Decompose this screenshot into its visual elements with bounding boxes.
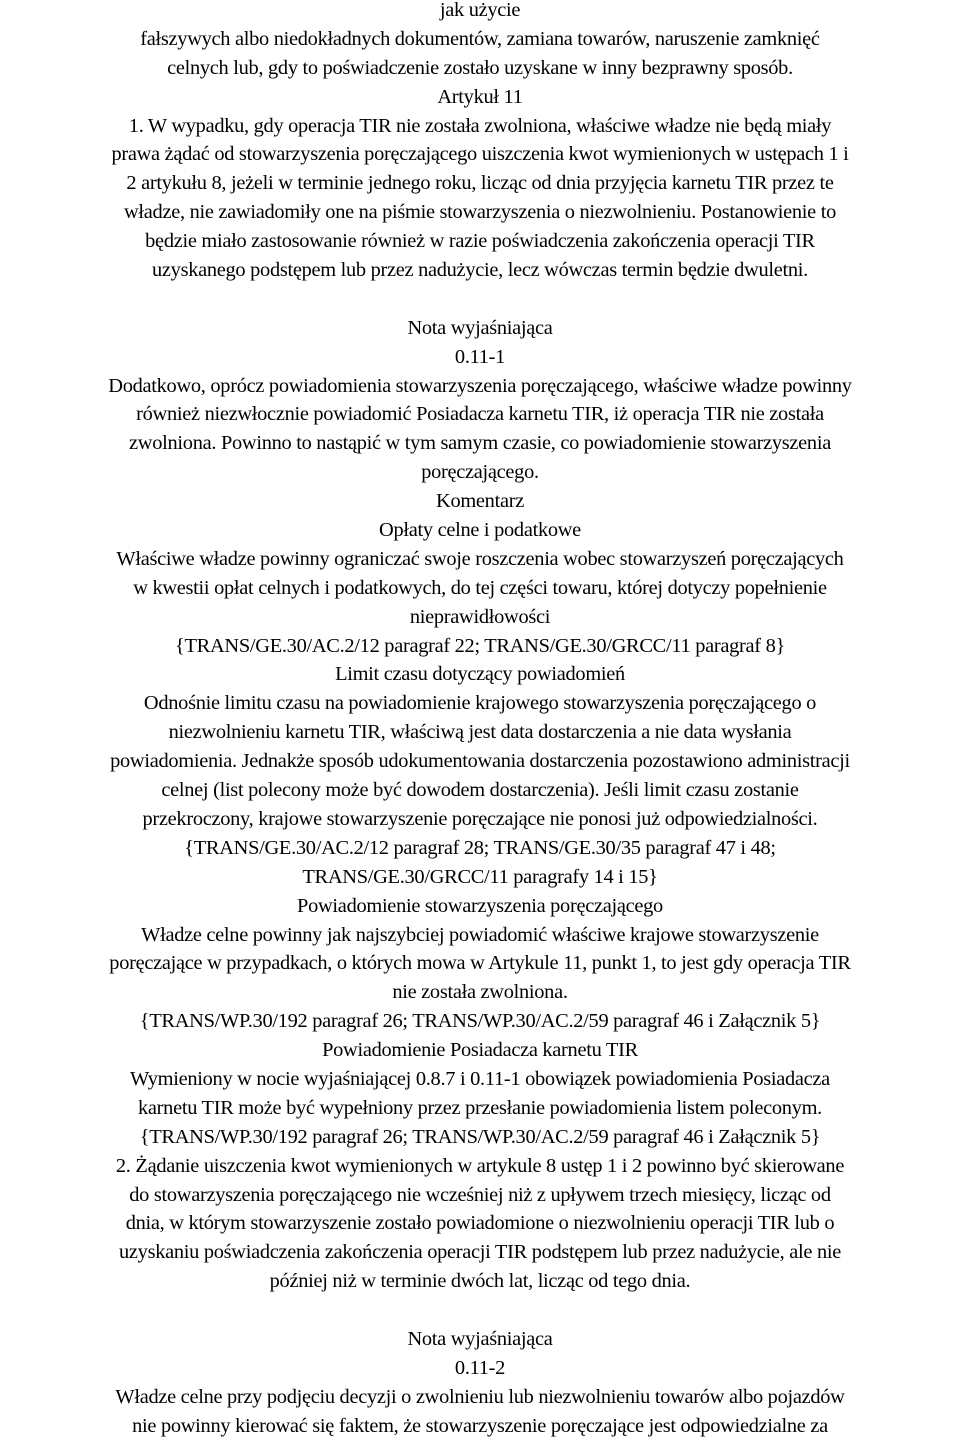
- reference-line: {TRANS/GE.30/AC.2/12 paragraf 22; TRANS/GE.30/GRCC/11 paragraf 8}: [175, 634, 785, 657]
- text-line: do stowarzyszenia poręczającego nie wcześniej niż z upływem trzech miesięcy, licząc od: [129, 1183, 831, 1206]
- text-line: zwolniona. Powinno to nastąpić w tym samym czasie, co powiadomienie stowarzyszenia: [129, 432, 831, 455]
- text-line: uzyskaniu poświadczenia zakończenia operacji TIR podstępem lub przez nadużycie, ale nie: [119, 1241, 841, 1264]
- text-line: jak użycie: [439, 0, 521, 21]
- text-line: nie została zwolniona.: [392, 981, 568, 1004]
- text-line: Dodatkowo, oprócz powiadomienia stowarzyszenia poręczającego, właściwe władze powinny: [108, 374, 852, 397]
- text-line: Właściwe władze powinny ograniczać swoje roszczenia wobec stowarzyszeń poręczających: [116, 547, 844, 570]
- text-line: nie powinny kierować się faktem, że stowarzyszenie poręczające jest odpowiedzialne za: [132, 1414, 828, 1437]
- section-heading: Powiadomienie Posiadacza karnetu TIR: [322, 1039, 638, 1062]
- text-line: celnej (list polecony może być dowodem dostarczenia). Jeśli limit czasu zostanie: [161, 779, 799, 802]
- text-line: 2 artykułu 8, jeżeli w terminie jednego roku, licząc od dnia przyjęcia karnetu TIR przez te: [126, 172, 834, 195]
- text-line: później niż w terminie dwóch lat, licząc od tego dnia.: [269, 1270, 691, 1293]
- reference-line: TRANS/GE.30/GRCC/11 paragrafy 14 i 15}: [302, 865, 658, 888]
- article-heading: Artykuł 11: [437, 85, 523, 108]
- comment-heading: Komentarz: [436, 490, 524, 513]
- blank-line: [0, 285, 960, 314]
- text-line: Władze celne powinny jak najszybciej powiadomić właściwe krajowe stowarzyszenie: [141, 923, 819, 946]
- text-line: poręczające w przypadkach, o których mowa w Artykule 11, punkt 1, to jest gdy operacja TIR: [109, 952, 851, 975]
- text-line: niezwolnieniu karnetu TIR, właściwą jest data dostarczenia a nie data wysłania: [168, 721, 792, 744]
- blank-line: [0, 1296, 960, 1325]
- text-line: poręczającego.: [421, 461, 539, 484]
- reference-line: {TRANS/WP.30/192 paragraf 26; TRANS/WP.30/AC.2/59 paragraf 46 i Załącznik 5}: [139, 1010, 821, 1033]
- text-line: celnych lub, gdy to poświadczenie zostało uzyskane w inny bezprawny sposób.: [167, 56, 793, 79]
- text-line: 1. W wypadku, gdy operacja TIR nie została zwolniona, właściwe władze nie będą miały: [128, 114, 832, 137]
- section-heading: Powiadomienie stowarzyszenia poręczającego: [297, 894, 663, 917]
- text-line: powiadomienia. Jednakże sposób udokumentowania dostarczenia pozostawiono administracji: [110, 750, 850, 773]
- text-line: nieprawidłowości: [409, 605, 551, 628]
- section-heading: Opłaty celne i podatkowe: [379, 519, 581, 542]
- text-line: uzyskanego podstępem lub przez nadużycie, lecz wówczas termin będzie dwuletni.: [152, 259, 808, 282]
- text-line: Wymieniony w nocie wyjaśniającej 0.8.7 i 0.11-1 obowiązek powiadomienia Posiadacza: [130, 1067, 830, 1090]
- text-line: przekroczony, krajowe stowarzyszenie poręczające nie ponosi już odpowiedzialności.: [142, 807, 818, 830]
- reference-line: {TRANS/WP.30/192 paragraf 26; TRANS/WP.30/AC.2/59 paragraf 46 i Załącznik 5}: [139, 1125, 821, 1148]
- text-line: w kwestii opłat celnych i podatkowych, do tej części towaru, której dotyczy popełnienie: [133, 576, 827, 599]
- text-line: fałszywych albo niedokładnych dokumentów, zamiana towarów, naruszenie zamknięć: [140, 27, 820, 50]
- text-line: władze, nie zawiadomiły one na piśmie stowarzyszenia o niezwolnieniu. Postanowienie to: [123, 201, 836, 224]
- note-number: 0.11-2: [454, 1356, 506, 1379]
- text-line: 2. Żądanie uiszczenia kwot wymienionych w artykule 8 ustęp 1 i 2 powinno być skierowane: [115, 1154, 845, 1177]
- note-heading: Nota wyjaśniająca: [407, 316, 553, 339]
- section-heading: Limit czasu dotyczący powiadomień: [335, 663, 625, 686]
- text-line: dnia, w którym stowarzyszenie zostało powiadomione o niezwolnieniu operacji TIR lub o: [125, 1212, 835, 1235]
- note-heading: Nota wyjaśniająca: [407, 1327, 553, 1350]
- text-line: będzie miało zastosowanie również w razie poświadczenia zakończenia operacji TIR: [145, 230, 815, 253]
- text-line: Władze celne przy podjęciu decyzji o zwolnieniu lub niezwolnieniu towarów albo pojazdów: [115, 1385, 845, 1408]
- text-line: również niezwłocznie powiadomić Posiadacza karnetu TIR, iż operacja TIR nie została: [136, 403, 824, 426]
- note-number: 0.11-1: [454, 345, 506, 368]
- text-line: Odnośnie limitu czasu na powiadomienie krajowego stowarzyszenia poręczającego o: [143, 692, 817, 715]
- text-line: karnetu TIR może być wypełniony przez przesłanie powiadomienia listem poleconym.: [138, 1096, 822, 1119]
- reference-line: {TRANS/GE.30/AC.2/12 paragraf 28; TRANS/GE.30/35 paragraf 47 i 48;: [184, 836, 776, 859]
- text-line: prawa żądać od stowarzyszenia poręczającego uiszczenia kwot wymienionych w ustępach 1 i: [111, 143, 849, 166]
